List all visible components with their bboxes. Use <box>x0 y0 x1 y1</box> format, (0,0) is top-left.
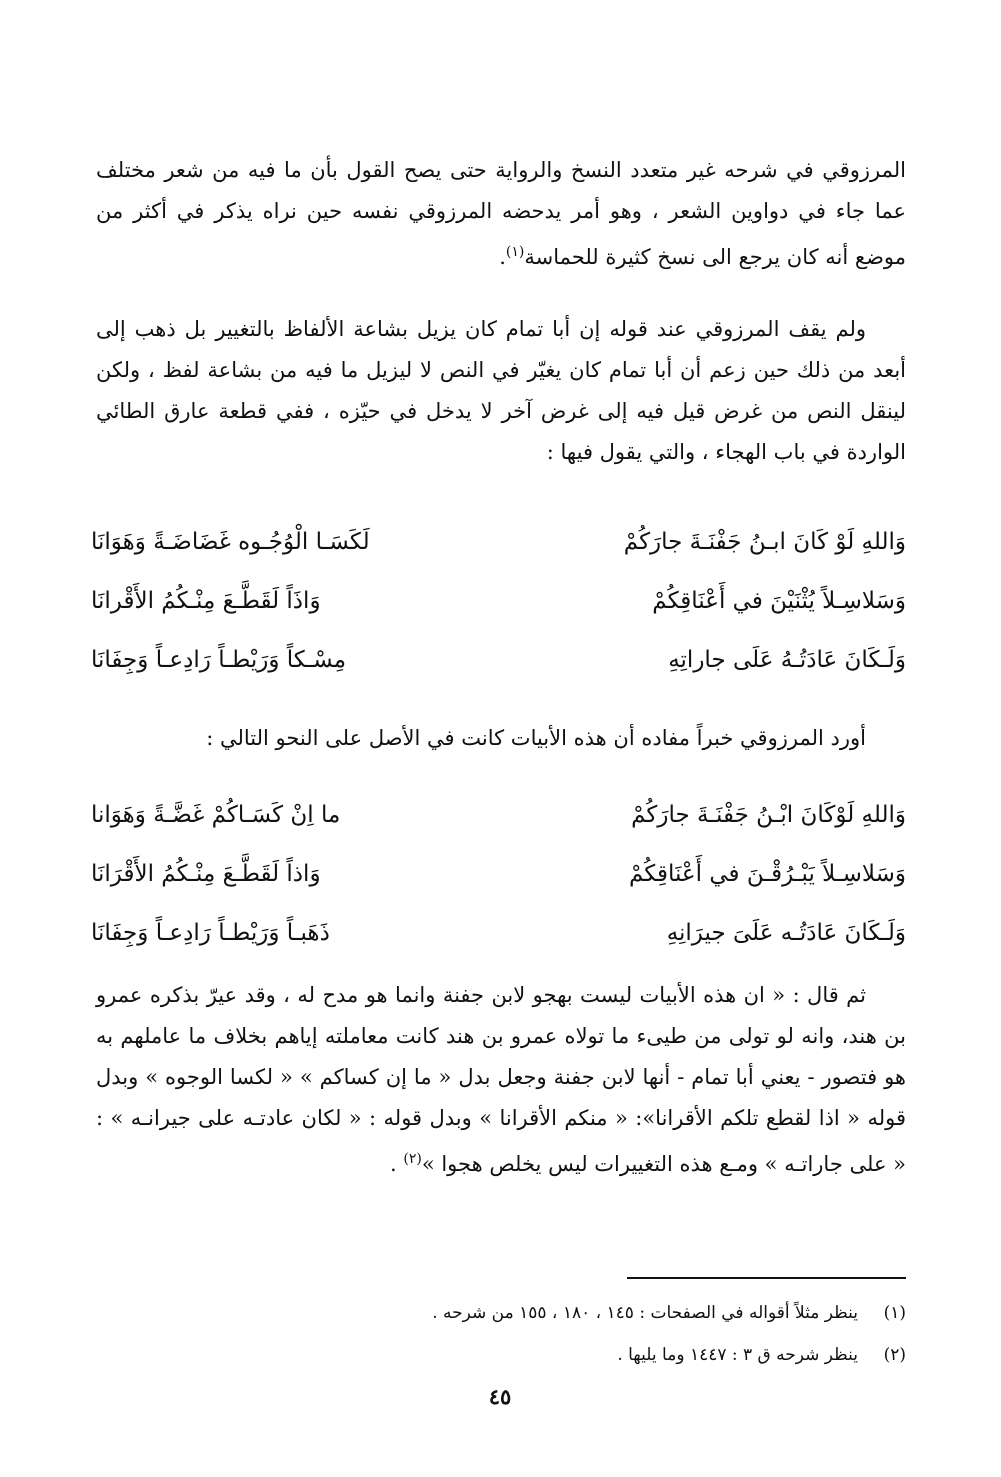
verse-line <box>91 793 906 837</box>
footnote-text: ينظر مثلاً أقواله في الصفحات : ١٤٥ ، ١٨٠ ، ١٥٥ من شرحه . <box>432 1303 858 1323</box>
hemistich-second: ما اِنْ كَسَـاكُمْ غَضَّـةً وَهَوَانا <box>91 802 341 828</box>
page-number: ٤٥ <box>488 1384 512 1409</box>
verse-line <box>91 852 906 896</box>
footnote-1 <box>96 1298 906 1328</box>
hemistich-first: وَاللهِ لَوْ كَانَ ابـنُ جَفْنَـةَ جارَكُمْ <box>623 529 906 555</box>
verse-line <box>91 579 906 623</box>
footnote-ref-1: (١) <box>505 244 525 260</box>
footnote-text: ينظر شرحه ق ٣ : ١٤٤٧ وما يليها . <box>617 1345 858 1365</box>
paragraph-3: أورد المرزوقي خبراً مفاده أن هذه الأبيات كانت في الأصل على النحو التالي : <box>206 726 866 750</box>
hemistich-second: وَاذَاً لَقَطَّـعَ مِنْـكُمُ الأَقْرانَا <box>91 588 321 614</box>
hemistich-first: وَسَلاسِـلاً يَبْـرُقْـنَ في أَعْنَاقِكُمْ <box>628 861 906 887</box>
verse-line <box>91 520 906 564</box>
hemistich-first: وَلَـكَانَ عَادَتُـهُ عَلَى جاراتِهِ <box>668 647 906 673</box>
hemistich-second: مِسْـكاً وَرَيْطـاً رَادِعـاً وَجِفَانَا <box>91 647 347 673</box>
hemistich-first: وَسَلاسِـلاً يُثْنَيْنَ في أَعْنَاقِكُمْ <box>652 588 906 614</box>
footnote-2 <box>96 1340 906 1370</box>
verse-line <box>91 911 906 955</box>
footnote-number: (١) <box>883 1303 906 1323</box>
footnote-number: (٢) <box>883 1345 906 1365</box>
footnote-ref-2: (٢) <box>403 1151 422 1167</box>
paragraph-1: المرزوقي في شرحه غير متعدد النسخ والرواية حتى يصح القول بأن ما فيه من شعر مختلف عما جاء في دواوين الشعر ، وهو أمر يدحضه المرزوقي نفسه حين نراه يذكر في أكثر من موضع أنه كان يرجع الى نسخ كثيرة للحماسة$^{(١)}$. <box>96 158 906 269</box>
paragraph-4: ثم قال : « ان هذه الأبيات ليست بهجو لابن جفنة وانما هو مدح له ، وقد عيرّ بذكره عمرو بن هند، وانه لو تولى من طيىء ما تولاه عمرو بن هند كانت معاملته إياهم بخلاف ما عاملهم به هو فتصور - يعني أبا تمام - أنها لابن جفنة وجعل بدل « ما إن كساكم » « لكسا الوجوه » وبدل قوله « اذا لقطع تلكم الأقرانا»: « منكم الأقرانا » وبدل قوله : « لكان عادتـه على جيرانـه » : « على جاراتـه » ومـع هذه التغييرات ليس يخلص هجوا »$^{(٢)}$ . <box>96 983 906 1176</box>
hemistich-second: وَاذاً لَقَطَّـعَ مِنْـكُمُ الأَقْرَانَا <box>91 861 321 887</box>
verse-line <box>91 638 906 682</box>
hemistich-first: وَلَـكَانَ عَادَتُـه عَلَىَ جيرَانِهِ <box>666 920 906 946</box>
hemistich-second: لَكَسَـا الْوُجُـوه غَضَاضَـةً وَهَوَانَا <box>91 529 370 555</box>
hemistich-first: وَاللهِ لَوْكَانَ ابْـنُ جَفْنَـةَ جارَكُمْ <box>631 802 906 828</box>
footnote-separator <box>627 1277 906 1279</box>
hemistich-second: ذَهَبـاً وَرَيْطـاً رَادِعـاً وَجِفَانَا <box>91 920 330 946</box>
paragraph-2: ولم يقف المرزوقي عند قوله إن أبا تمام كان يزيل بشاعة الألفاظ بالتغيير بل ذهب إلى أبعد من ذلك حين زعم أن أبا تمام كان يغيّر في النص لا ليزيل ما فيه من بشاعة لفظ ، ولكن لينقل النص من غرض قيل فيه إلى غرض آخر لا يدخل في حيّزه ، ففي قطعة عارق الطائي الواردة في باب الهجاء ، والتي يقول فيها : <box>96 317 906 464</box>
